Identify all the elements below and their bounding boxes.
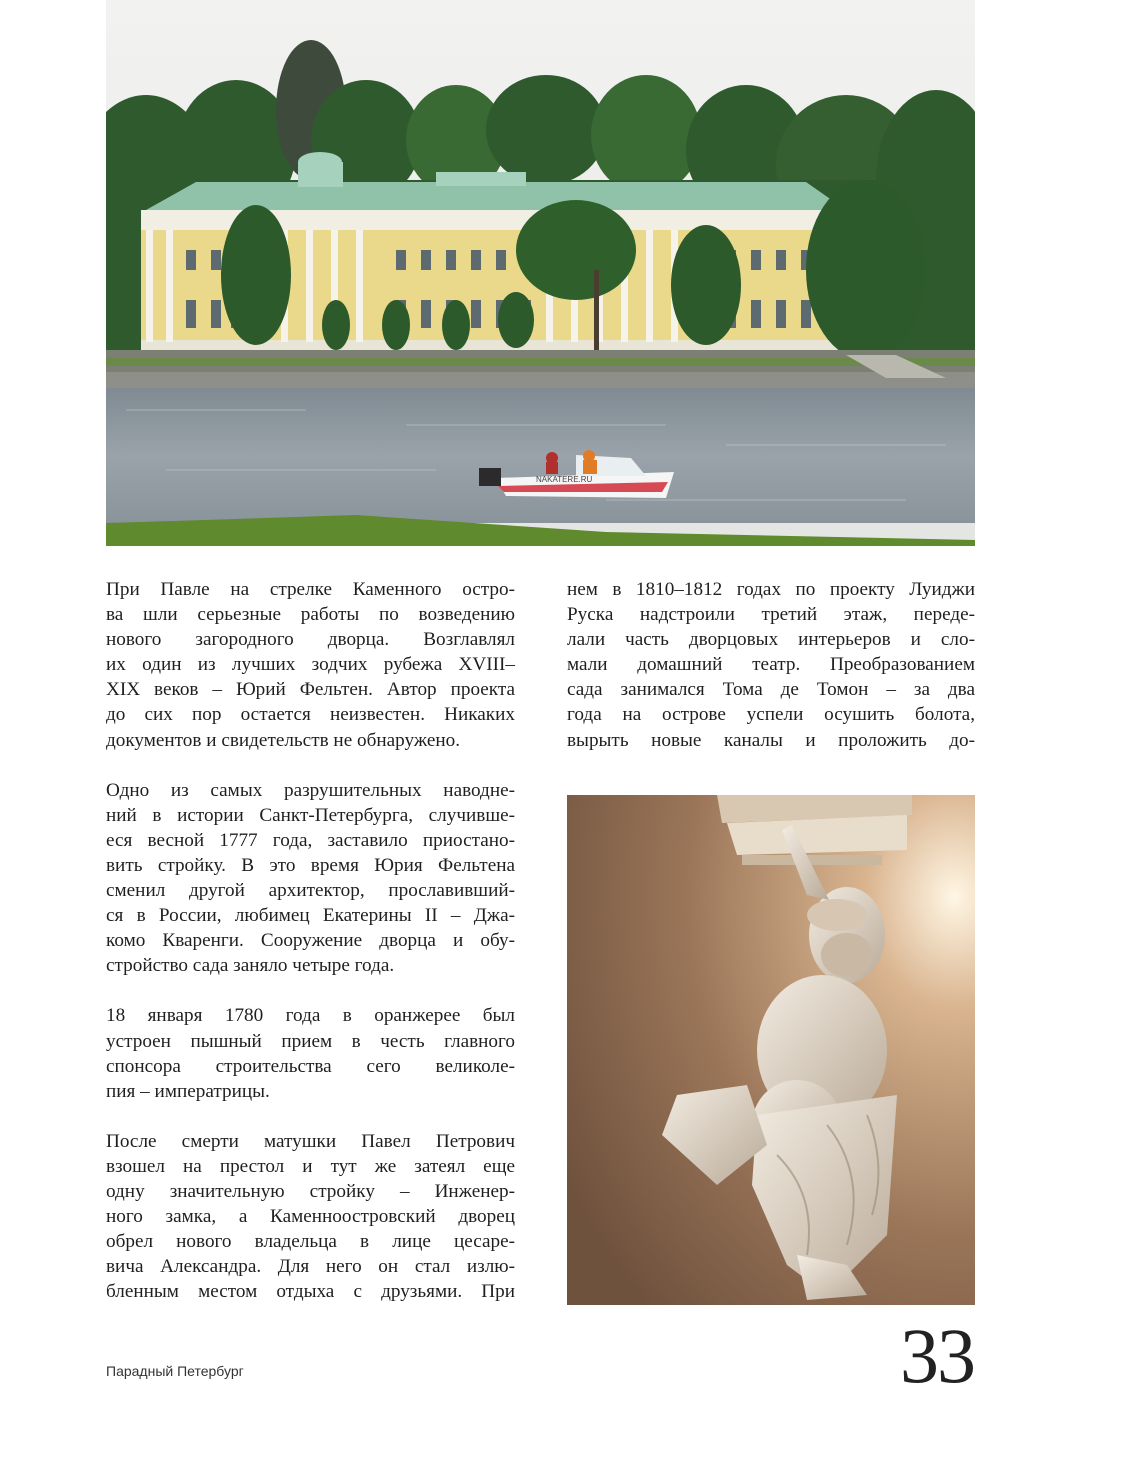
text-line: бленным местом отдыха с друзьями. При: [106, 1281, 515, 1303]
palace-river-illustration: [106, 0, 975, 546]
text-line: вить стройку. В это время Юрия Фельтена: [106, 854, 515, 876]
text-line: лали часть дворцовых интерьеров и сло-: [567, 629, 975, 651]
text-line: При Павле на стрелке Каменного остро-: [106, 579, 515, 600]
text-line: ного замка, а Каменноостровский дворец: [106, 1206, 515, 1228]
text-line: комо Кваренги. Сооружение дворца и обу-: [106, 930, 515, 952]
text-line: сменил другой архитектор, прославивший-: [106, 880, 515, 902]
page-number: 33: [900, 1312, 974, 1399]
text-line: года на острове успели осушить болота,: [567, 704, 975, 726]
text-line: 18 января 1780 года в оранжерее был: [106, 1005, 515, 1027]
text-line: После смерти матушки Павел Петрович: [106, 1130, 515, 1152]
paragraph: [106, 577, 515, 753]
publication-title: Парадный Петербург: [106, 1363, 244, 1379]
text-line: взошел на престол и тут же затеял еще: [106, 1155, 515, 1177]
article-right-column: [567, 577, 975, 778]
text-line: Руска надстроили третий этаж, переде-: [567, 604, 975, 626]
text-line: ся в России, любимец Екатерины II – Джа-: [106, 905, 515, 927]
text-line: обрел нового владельца в лице цесаре-: [106, 1231, 515, 1253]
text-line: Одно из самых разрушительных наводне-: [106, 779, 515, 801]
paragraph: [567, 577, 975, 753]
text-line: вырыть новые каналы и проложить до-: [567, 729, 975, 751]
text-line: нем в 1810–1812 годах по проекту Луиджи: [567, 579, 975, 600]
text-line: ний в истории Санкт-Петербурга, случивше-: [106, 804, 515, 826]
text-line: документов и свидетельств не обнаружено.: [106, 729, 461, 751]
boat-label: NAKATERE.RU: [536, 475, 593, 484]
text-line: сада занимался Тома де Томон – за два: [567, 679, 975, 701]
paragraph: [106, 778, 515, 979]
palace-river-photo: [106, 0, 975, 546]
text-line: их один из лучших зодчих рубежа XVIII–: [106, 654, 515, 676]
atlas-sculpture-illustration: [567, 795, 975, 1305]
text-line: устроен пышный прием в честь главного: [106, 1030, 515, 1052]
text-line: спонсора строительства сего великоле-: [106, 1055, 515, 1077]
text-line: еся весной 1777 года, заставило приостано-: [106, 829, 515, 851]
article-left-column: [106, 577, 515, 1329]
text-line: XIX веков – Юрий Фельтен. Автор проекта: [106, 679, 515, 701]
text-line: стройство сада заняло четыре года.: [106, 955, 395, 977]
text-line: до сих пор остается неизвестен. Никаких: [106, 704, 515, 726]
paragraph: [106, 1003, 515, 1103]
text-line: нового загородного дворца. Возглавлял: [106, 629, 515, 651]
text-line: одну значительную стройку – Инженер-: [106, 1180, 515, 1202]
text-line: вича Александра. Для него он стал излю-: [106, 1256, 515, 1278]
atlas-sculpture-photo: [567, 795, 975, 1305]
text-line: мали домашний театр. Преобразованием: [567, 654, 975, 676]
text-line: ва шли серьезные работы по возведению: [106, 604, 515, 626]
text-line: пия – императрицы.: [106, 1080, 270, 1102]
paragraph: [106, 1129, 515, 1305]
